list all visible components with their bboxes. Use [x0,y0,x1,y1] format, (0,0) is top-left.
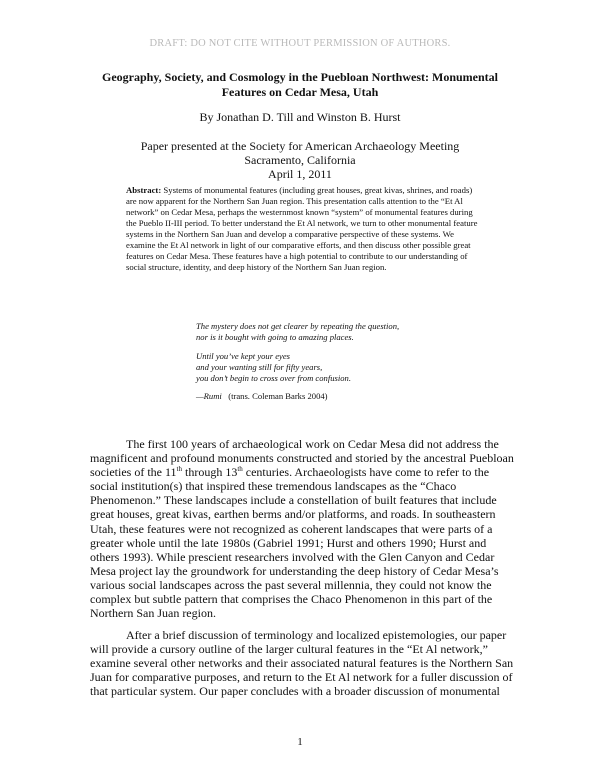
epigraph-line: Until you’ve kept your eyes [196,350,291,361]
page-number: 1 [297,736,303,748]
superscript: th [237,465,243,474]
epigraph-credit [196,391,456,402]
abstract [126,185,478,273]
epigraph-line: you don’t begin to cross over from confusion. [196,372,351,383]
epigraph-author: —Rumi [196,391,222,401]
body-paragraph-2: After a brief discussion of terminology and localized epistemologies, our paper will provide a cursory outline of the larger cultural features in the “Et Al network,” examine several other networks and their associated natural features is the Northern San Juan for comparative purposes, and return to the Et Al network for a fuller discussion of that particular system. Our paper concludes with a broader discussion of monumental [90,628,514,699]
paper-title: Geography, Society, and Cosmology in the Puebloan Northwest: Monumental Features on Cedar Mesa, Utah [101,70,498,99]
superscript: th [176,465,182,474]
epigraph-line: nor is it bought with going to amazing places. [196,332,354,342]
abstract-label: Abstract: [126,185,162,195]
body-text: centuries. Archaeologists have come to refer to the social institution(s) that inspired these tremendous landscapes as the “Chaco Phenomenon.” These landscapes include a constellation of built features that include great houses, great kivas, earthen berms and/or platforms, and roads. In southeastern Utah, these features were not recognized as coherent landscapes that were parts of a greater whole until the late 1980s (Gabriel 1991; Hurst and others 1990; Hurst and others 1993). While prescient researchers involved with the Glen Canyon and Cedar Mesa project lay the groundwork for understanding the deep history of Cedar Mesa’s various social landscapes across the past several millennia, they could not know the complex but subtle pattern that comprises the Chaco Phenomenon in this part of the Northern San Juan region. [90,465,499,621]
epigraph-stanza-2 [196,351,456,384]
venue-location: Sacramento, California [244,153,356,167]
body-text: The first 100 years of archaeological work on Cedar Mesa did not address the magnificent and profound monuments constructed and storied by the ancestral Puebloan societies of the 11 [90,437,514,480]
body-paragraph-1 [90,437,516,620]
epigraph-citation: (trans. Coleman Barks 2004) [228,391,328,401]
epigraph [196,321,456,402]
epigraph-line: and your wanting still for fifty years, [196,361,323,372]
epigraph-line: The mystery does not get clearer by repeating the question, [196,321,400,331]
author-line: By Jonathan D. Till and Winston B. Hurst [199,110,401,124]
body-text: through 13 [181,465,238,480]
draft-notice: DRAFT: DO NOT CITE WITHOUT PERMISSION OF AUTHORS. [149,38,451,49]
venue-conference: Paper presented at the Society for American Archaeology Meeting [140,139,460,153]
epigraph-stanza-1 [196,321,456,343]
venue-block [0,139,600,181]
abstract-text: Systems of monumental features (including great houses, great kivas, shrines, and roads) are now apparent for the Northern San Juan region. This presentation calls attention to the “Et Al network” on Cedar Mesa, perhaps the westernmost known “system” of monumental features during the Pueblo II-III period. To better understand the Et Al network, we turn to other monumental feature systems in the Northern San Juan and develop a comparative perspective of these systems. We examine the Et Al network in light of our comparative efforts, and then discuss other possible great features on Cedar Mesa. These features have a high potential to contribute to our understanding of social structure, identity, and deep history of the Northern San Juan region. [126,185,478,273]
venue-date: April 1, 2011 [268,167,332,181]
